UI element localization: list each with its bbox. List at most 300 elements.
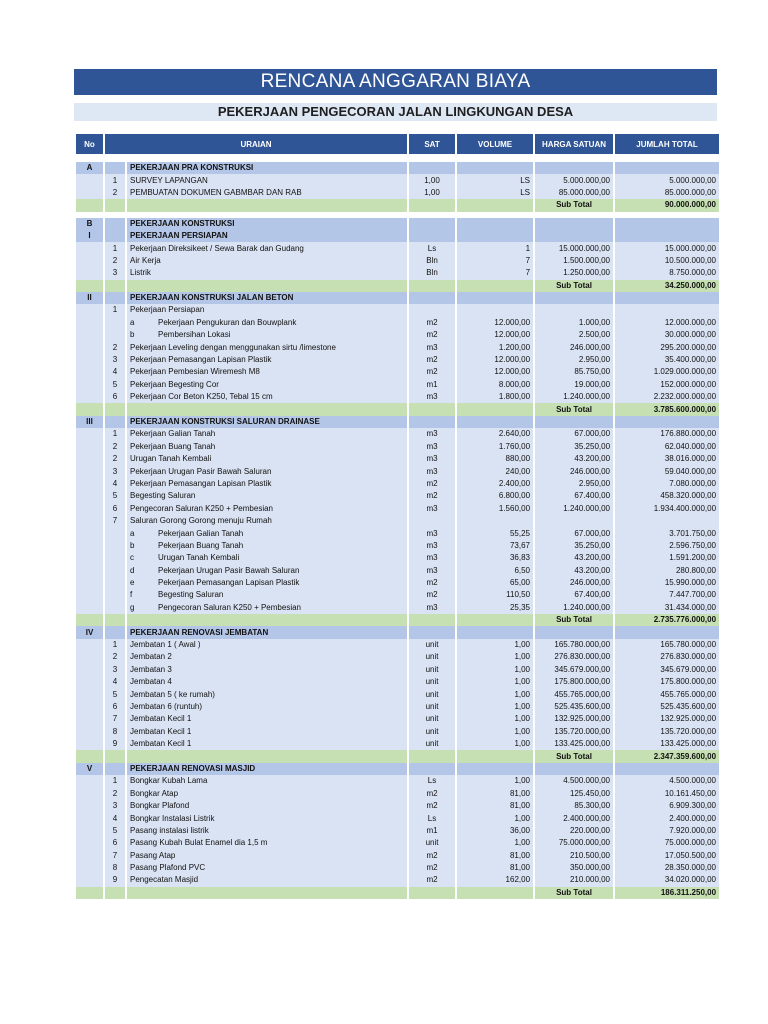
subtotal-row <box>76 280 719 292</box>
empty-cell <box>76 199 103 211</box>
item-total: 6.909.300,00 <box>615 800 719 812</box>
item-unit-price: 210.500,00 <box>535 849 613 861</box>
subtotal-row <box>76 403 719 415</box>
empty-cell <box>76 676 103 688</box>
item-unit-price: 75.000.000,00 <box>535 837 613 849</box>
item-total: 2.232.000.000,00 <box>615 391 719 403</box>
item-description-text: Pengecatan Masjid <box>130 875 199 885</box>
empty-cell <box>457 292 533 304</box>
section-number: III <box>76 416 103 428</box>
item-total: 132.925.000,00 <box>615 713 719 725</box>
item-unit-price: 133.425.000,00 <box>535 738 613 750</box>
item-unit-price: 1.500.000,00 <box>535 255 613 267</box>
item-description <box>127 391 407 403</box>
subtotal-row <box>76 614 719 626</box>
section-title: PEKERJAAN KONSTRUKSI <box>127 218 407 230</box>
item-unit-price: 210.000,00 <box>535 874 613 886</box>
item-description-text: Jembatan 1 ( Awal ) <box>130 640 201 650</box>
item-volume: 65,00 <box>457 577 533 589</box>
item-description-text: Pasang instalasi listrik <box>130 825 209 835</box>
item-description-text: Begesting Saluran <box>130 491 196 501</box>
item-volume: 7 <box>457 255 533 267</box>
empty-cell <box>76 800 103 812</box>
item-description <box>127 267 407 279</box>
empty-cell <box>409 280 455 292</box>
item-total: 10.500.000,00 <box>615 255 719 267</box>
item-total: 525.435.600,00 <box>615 701 719 713</box>
item-row <box>76 738 719 750</box>
item-row <box>76 800 719 812</box>
item-description <box>127 552 407 564</box>
empty-cell <box>76 552 103 564</box>
section-header-row <box>76 218 719 230</box>
header-harga-satuan: HARGA SATUAN <box>535 134 613 156</box>
item-row <box>76 540 719 552</box>
item-description-text: Jembatan 4 <box>130 677 172 687</box>
empty-cell <box>76 664 103 676</box>
item-description <box>127 800 407 812</box>
empty-cell <box>76 688 103 700</box>
item-description-text: Pembersihan Lokasi <box>158 330 231 340</box>
item-row <box>76 428 719 440</box>
item-number: 3 <box>105 354 125 366</box>
empty-cell <box>76 738 103 750</box>
item-sub-letter: d <box>130 565 135 575</box>
item-volume: 12.000,00 <box>457 329 533 341</box>
empty-cell <box>76 354 103 366</box>
item-unit-price <box>535 304 613 316</box>
item-row <box>76 676 719 688</box>
item-unit-price: 5.000.000,00 <box>535 174 613 186</box>
item-unit-price: 43.200,00 <box>535 552 613 564</box>
section-spacer-cell <box>105 763 125 775</box>
item-total <box>615 304 719 316</box>
item-unit-price: 67.000,00 <box>535 527 613 539</box>
subtotal-row <box>76 199 719 211</box>
item-volume: 25,35 <box>457 602 533 614</box>
item-description-text: Bongkar Atap <box>130 788 179 798</box>
empty-cell <box>76 639 103 651</box>
item-unit-price: 1.250.000,00 <box>535 267 613 279</box>
item-description <box>127 503 407 515</box>
item-unit: m2 <box>409 490 455 502</box>
item-description <box>127 688 407 700</box>
empty-cell <box>76 255 103 267</box>
item-unit: m2 <box>409 577 455 589</box>
subtotal-value: 3.785.600.000,00 <box>615 403 719 415</box>
item-number: 6 <box>105 837 125 849</box>
item-sub-letter: a <box>130 528 135 538</box>
item-total: 3.701.750,00 <box>615 527 719 539</box>
item-volume: 12.000,00 <box>457 366 533 378</box>
item-description <box>127 701 407 713</box>
item-volume: 7 <box>457 267 533 279</box>
item-description-text: Pekerjaan Pengukuran dan Bouwplank <box>158 317 297 327</box>
item-volume: 2.400,00 <box>457 478 533 490</box>
item-sub-letter: e <box>130 578 135 588</box>
section-title: PEKERJAAN PERSIAPAN <box>127 230 407 242</box>
section-title: PEKERJAAN KONSTRUKSI JALAN BETON <box>127 292 407 304</box>
section-header-row <box>76 162 719 174</box>
item-number: 6 <box>105 391 125 403</box>
item-row <box>76 174 719 186</box>
item-number: 5 <box>105 490 125 502</box>
item-description <box>127 242 407 254</box>
item-total: 2.400.000,00 <box>615 812 719 824</box>
empty-cell <box>105 750 125 762</box>
item-total: 133.425.000,00 <box>615 738 719 750</box>
item-row <box>76 577 719 589</box>
empty-cell <box>76 589 103 601</box>
item-volume: 1.560,00 <box>457 503 533 515</box>
section-title: PEKERJAAN RENOVASI JEMBATAN <box>127 626 407 638</box>
item-volume: 1,00 <box>457 775 533 787</box>
empty-cell <box>127 199 407 211</box>
item-unit-price: 67.400,00 <box>535 589 613 601</box>
item-description <box>127 428 407 440</box>
item-unit-price: 135.720.000,00 <box>535 726 613 738</box>
item-unit-price: 35.250,00 <box>535 441 613 453</box>
item-unit: unit <box>409 651 455 663</box>
item-description-text: Pekerjaan Urugan Pasir Bawah Saluran <box>158 565 300 575</box>
item-description-text: Listrik <box>130 268 151 278</box>
item-description-text: Bongkar Kubah Lama <box>130 776 208 786</box>
empty-cell <box>105 199 125 211</box>
item-unit-price: 2.400.000,00 <box>535 812 613 824</box>
section-number: I <box>76 230 103 242</box>
empty-cell <box>76 788 103 800</box>
item-sub-letter: g <box>130 602 135 612</box>
section-number: B <box>76 218 103 230</box>
item-volume: 8.000,00 <box>457 379 533 391</box>
item-description-text: Pekerjaan Buang Tanah <box>130 441 216 451</box>
item-row <box>76 775 719 787</box>
item-total: 75.000.000,00 <box>615 837 719 849</box>
item-volume: 1,00 <box>457 812 533 824</box>
section-header-row <box>76 416 719 428</box>
item-total: 5.000.000,00 <box>615 174 719 186</box>
item-number: 1 <box>105 174 125 186</box>
item-description-text: Jembatan Kecil 1 <box>130 726 192 736</box>
empty-cell <box>76 242 103 254</box>
item-row <box>76 849 719 861</box>
item-unit: m2 <box>409 366 455 378</box>
item-number <box>105 602 125 614</box>
item-volume: 1,00 <box>457 651 533 663</box>
item-unit-price: 350.000,00 <box>535 862 613 874</box>
item-unit: Ls <box>409 812 455 824</box>
item-description <box>127 664 407 676</box>
item-description <box>127 825 407 837</box>
item-unit-price: 1.240.000,00 <box>535 503 613 515</box>
item-unit-price: 246.000,00 <box>535 577 613 589</box>
item-unit: m3 <box>409 428 455 440</box>
item-volume <box>457 304 533 316</box>
item-volume: 1,00 <box>457 664 533 676</box>
item-volume: 81,00 <box>457 862 533 874</box>
item-unit-price: 220.000,00 <box>535 825 613 837</box>
section-spacer-cell <box>105 162 125 174</box>
item-description <box>127 726 407 738</box>
item-row <box>76 874 719 886</box>
empty-cell <box>535 763 613 775</box>
empty-cell <box>76 453 103 465</box>
item-number: 4 <box>105 366 125 378</box>
section-title: PEKERJAAN KONSTRUKSI SALURAN DRAINASE <box>127 416 407 428</box>
subtotal-label: Sub Total <box>535 280 613 292</box>
item-number: 3 <box>105 465 125 477</box>
section-number: A <box>76 162 103 174</box>
item-unit-price: 2.950,00 <box>535 354 613 366</box>
item-number: 7 <box>105 849 125 861</box>
item-volume: 1,00 <box>457 713 533 725</box>
empty-cell <box>76 775 103 787</box>
empty-cell <box>76 366 103 378</box>
item-number: 3 <box>105 664 125 676</box>
item-total: 35.400.000,00 <box>615 354 719 366</box>
item-unit-price: 43.200,00 <box>535 565 613 577</box>
empty-cell <box>76 750 103 762</box>
item-description <box>127 577 407 589</box>
item-volume: 12.000,00 <box>457 354 533 366</box>
item-unit-price: 246.000,00 <box>535 465 613 477</box>
item-sub-letter: a <box>130 317 135 327</box>
item-unit: unit <box>409 688 455 700</box>
item-volume: 1,00 <box>457 837 533 849</box>
item-unit-price: 43.200,00 <box>535 453 613 465</box>
item-number <box>105 317 125 329</box>
item-total: 8.750.000,00 <box>615 267 719 279</box>
item-volume: 1.800,00 <box>457 391 533 403</box>
empty-cell <box>409 750 455 762</box>
item-row <box>76 255 719 267</box>
item-description-text: Jembatan 5 ( ke rumah) <box>130 689 215 699</box>
item-sub-letter: f <box>130 590 133 600</box>
section-spacer-cell <box>105 230 125 242</box>
item-volume: 36,00 <box>457 825 533 837</box>
item-row <box>76 391 719 403</box>
item-unit: m3 <box>409 503 455 515</box>
item-description <box>127 602 407 614</box>
item-unit-price: 125.450,00 <box>535 788 613 800</box>
document-title: RENCANA ANGGARAN BIAYA <box>74 69 717 95</box>
empty-cell <box>457 626 533 638</box>
item-total: 295.200.000,00 <box>615 341 719 353</box>
subtotal-value: 2.347.359.600,00 <box>615 750 719 762</box>
empty-cell <box>615 763 719 775</box>
item-row <box>76 639 719 651</box>
item-volume: 1,00 <box>457 639 533 651</box>
empty-cell <box>76 317 103 329</box>
item-unit-price: 4.500.000,00 <box>535 775 613 787</box>
item-description-text: Pekerjaan Leveling dengan menggunakan sirtu /limestone <box>130 342 336 352</box>
item-unit: m2 <box>409 478 455 490</box>
empty-cell <box>76 267 103 279</box>
item-number: 1 <box>105 639 125 651</box>
item-volume: 1,00 <box>457 676 533 688</box>
item-description-text: Pasang Atap <box>130 850 176 860</box>
item-volume: 55,25 <box>457 527 533 539</box>
item-number <box>105 577 125 589</box>
item-number: 9 <box>105 874 125 886</box>
item-volume: 162,00 <box>457 874 533 886</box>
empty-cell <box>76 441 103 453</box>
item-sub-letter: c <box>130 553 134 563</box>
item-total: 345.679.000,00 <box>615 664 719 676</box>
item-total: 280.800,00 <box>615 565 719 577</box>
item-row <box>76 304 719 316</box>
item-total: 30.000.000,00 <box>615 329 719 341</box>
item-description <box>127 478 407 490</box>
item-description-text: Urugan Tanah Kembali <box>130 454 212 464</box>
item-unit: m1 <box>409 379 455 391</box>
empty-cell <box>457 230 533 242</box>
section-number: II <box>76 292 103 304</box>
item-number: 3 <box>105 800 125 812</box>
subtotal-label: Sub Total <box>535 750 613 762</box>
item-description-text: Pasang Plafond PVC <box>130 863 206 873</box>
empty-cell <box>76 379 103 391</box>
item-row <box>76 441 719 453</box>
section-spacer-cell <box>105 416 125 428</box>
item-number <box>105 552 125 564</box>
item-total: 85.000.000,00 <box>615 187 719 199</box>
item-row <box>76 664 719 676</box>
item-description-text: Urugan Tanah Kembali <box>158 553 240 563</box>
empty-cell <box>457 162 533 174</box>
item-total: 28.350.000,00 <box>615 862 719 874</box>
empty-cell <box>105 887 125 899</box>
header-no: No <box>76 134 103 156</box>
item-description-text: Jembatan 2 <box>130 652 172 662</box>
empty-cell <box>457 887 533 899</box>
item-row <box>76 317 719 329</box>
item-unit: m2 <box>409 862 455 874</box>
empty-cell <box>76 602 103 614</box>
empty-cell <box>535 626 613 638</box>
empty-cell <box>76 651 103 663</box>
item-total: 7.080.000,00 <box>615 478 719 490</box>
item-row <box>76 602 719 614</box>
item-total: 152.000.000,00 <box>615 379 719 391</box>
item-volume: 6.800,00 <box>457 490 533 502</box>
empty-cell <box>409 162 455 174</box>
item-description-text: Pekerjaan Persiapan <box>130 305 205 315</box>
item-unit: unit <box>409 676 455 688</box>
item-description <box>127 676 407 688</box>
item-row <box>76 527 719 539</box>
empty-cell <box>76 465 103 477</box>
item-number: 1 <box>105 304 125 316</box>
item-volume: 12.000,00 <box>457 317 533 329</box>
item-description-text: Pengecoran Saluran K250 + Pembesian <box>130 503 273 513</box>
empty-cell <box>127 614 407 626</box>
item-unit: m2 <box>409 874 455 886</box>
item-unit: 1,00 <box>409 187 455 199</box>
item-number: 2 <box>105 255 125 267</box>
item-unit-price: 1.240.000,00 <box>535 602 613 614</box>
item-row <box>76 503 719 515</box>
empty-cell <box>409 199 455 211</box>
document-subtitle: PEKERJAAN PENGECORAN JALAN LINGKUNGAN DESA <box>74 103 717 121</box>
item-unit: Ls <box>409 775 455 787</box>
item-row <box>76 242 719 254</box>
item-number: 4 <box>105 478 125 490</box>
item-total: 34.020.000,00 <box>615 874 719 886</box>
empty-cell <box>76 304 103 316</box>
item-unit: unit <box>409 738 455 750</box>
item-unit-price: 132.925.000,00 <box>535 713 613 725</box>
item-row <box>76 465 719 477</box>
item-unit <box>409 515 455 527</box>
item-number: 6 <box>105 701 125 713</box>
item-description-text: Pekerjaan Buang Tanah <box>158 540 244 550</box>
item-volume: LS <box>457 187 533 199</box>
item-unit-price: 276.830.000,00 <box>535 651 613 663</box>
empty-cell <box>535 230 613 242</box>
empty-cell <box>76 540 103 552</box>
item-number: 2 <box>105 788 125 800</box>
item-unit: m3 <box>409 453 455 465</box>
item-total: 59.040.000,00 <box>615 465 719 477</box>
item-total: 176.880.000,00 <box>615 428 719 440</box>
item-total: 1.934.400.000,00 <box>615 503 719 515</box>
item-total: 458.320.000,00 <box>615 490 719 502</box>
item-row <box>76 825 719 837</box>
item-unit: m3 <box>409 540 455 552</box>
empty-cell <box>76 713 103 725</box>
empty-cell <box>615 416 719 428</box>
item-unit: m2 <box>409 354 455 366</box>
item-description <box>127 639 407 651</box>
section-spacer-cell <box>105 292 125 304</box>
item-row <box>76 490 719 502</box>
item-unit: unit <box>409 639 455 651</box>
subtotal-row <box>76 887 719 899</box>
item-volume: 1,00 <box>457 701 533 713</box>
item-description-text: Bongkar Instalasi Listrik <box>130 813 215 823</box>
item-description <box>127 366 407 378</box>
empty-cell <box>105 614 125 626</box>
item-unit-price: 165.780.000,00 <box>535 639 613 651</box>
empty-cell <box>615 230 719 242</box>
empty-cell <box>535 162 613 174</box>
item-unit-price: 345.679.000,00 <box>535 664 613 676</box>
item-row <box>76 329 719 341</box>
table-header-row <box>76 134 719 156</box>
item-unit: unit <box>409 837 455 849</box>
item-description-text: Pasang Kubah Bulat Enamel dia 1,5 m <box>130 838 268 848</box>
empty-cell <box>409 218 455 230</box>
item-description <box>127 589 407 601</box>
item-unit-price <box>535 515 613 527</box>
item-unit-price: 1.000,00 <box>535 317 613 329</box>
empty-cell <box>76 280 103 292</box>
item-number <box>105 540 125 552</box>
item-number: 2 <box>105 453 125 465</box>
item-description-text: Jembatan 3 <box>130 664 172 674</box>
item-volume: 1.200,00 <box>457 341 533 353</box>
item-row <box>76 552 719 564</box>
item-description <box>127 862 407 874</box>
item-description <box>127 812 407 824</box>
section-header-row <box>76 626 719 638</box>
empty-cell <box>76 825 103 837</box>
item-description-text: Pekerjaan Cor Beton K250, Tebal 15 cm <box>130 392 273 402</box>
item-volume <box>457 515 533 527</box>
item-description <box>127 540 407 552</box>
empty-cell <box>76 726 103 738</box>
